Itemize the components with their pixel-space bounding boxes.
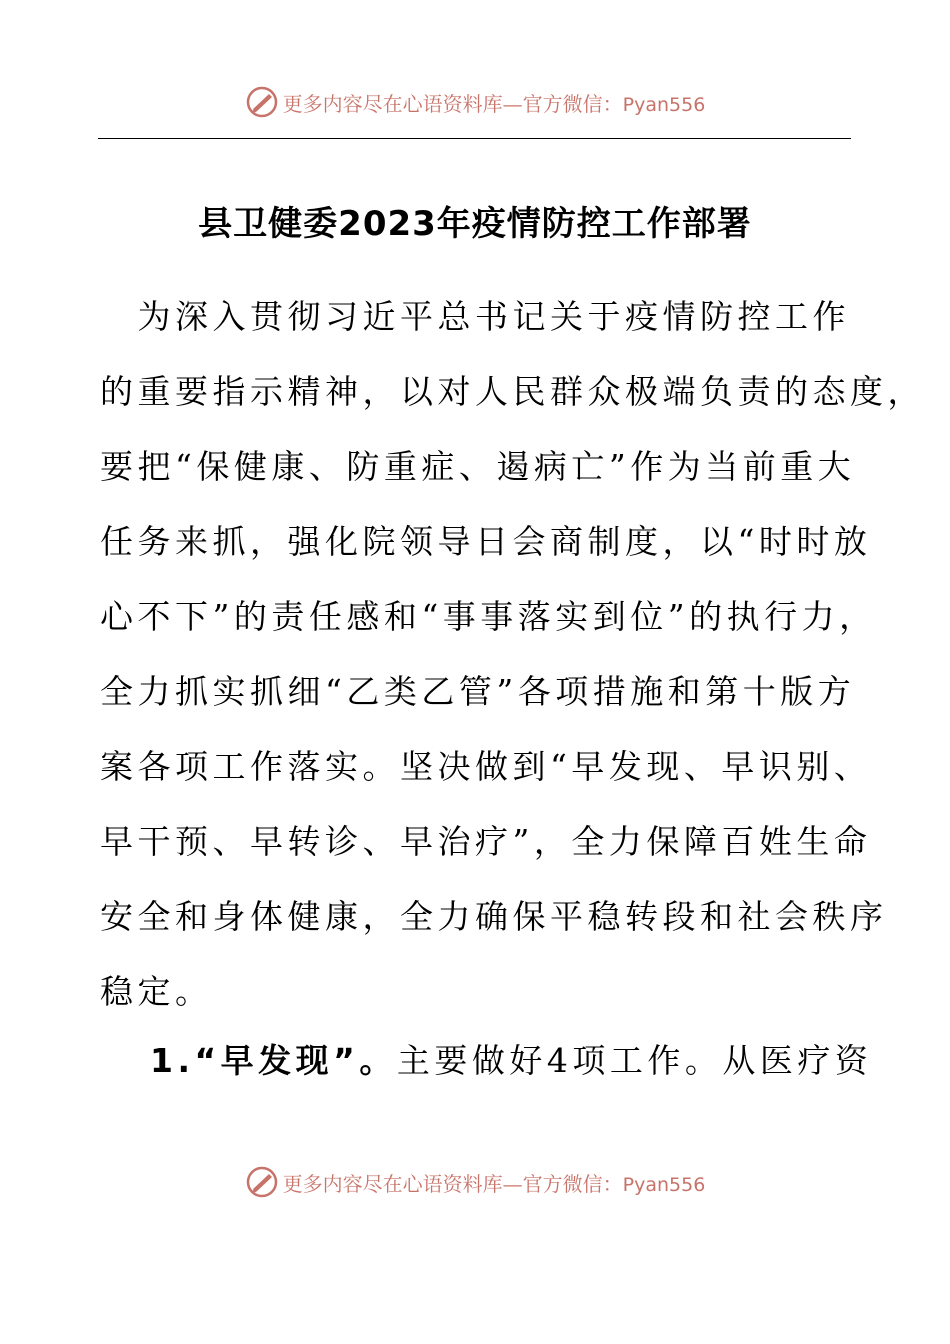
paragraph-line: 早干预、早转诊、早治疗”，全力保障百姓生命: [100, 822, 872, 861]
paragraph-line: 任务来抓，强化院领导日会商制度，以“时时放: [100, 522, 872, 561]
paragraph-line: 全力抓实抓细“乙类乙管”各项措施和第十版方: [100, 672, 856, 711]
watermark-text: 更多内容尽在心语资料库—官方微信：Pyan556: [282, 1171, 706, 1196]
paragraph-line: 要把“保健康、防重症、遏病亡”作为当前重大: [100, 447, 856, 486]
paragraph-line: 心不下”的责任感和“事事落实到位”的执行力，: [100, 597, 877, 636]
paragraph-line: 稳定。: [100, 972, 213, 1011]
header-divider: [98, 138, 851, 139]
pen-logo-icon: [245, 1165, 279, 1199]
section-1-heading: 1.“早发现”。: [150, 1041, 397, 1080]
paragraph-line: 安全和身体健康，全力确保平稳转段和社会秩序: [100, 897, 888, 936]
section-1-text: 主要做好4项工作。从医疗资: [396, 1041, 873, 1080]
footer-watermark: [0, 1162, 950, 1202]
pen-logo-icon: [245, 85, 279, 119]
document-title: 县卫健委2023年疫情防控工作部署: [198, 204, 752, 244]
paragraph-line: 的重要指示精神，以对人民群众极端负责的态度，: [100, 372, 925, 411]
section-1: [150, 1036, 910, 1086]
paragraph-line: 为深入贯彻习近平总书记关于疫情防控工作: [100, 297, 850, 336]
header-watermark: [0, 82, 950, 122]
watermark-text: 更多内容尽在心语资料库—官方微信：Pyan556: [282, 91, 706, 116]
paragraph-line: 案各项工作落实。坚决做到“早发现、早识别、: [100, 747, 872, 786]
